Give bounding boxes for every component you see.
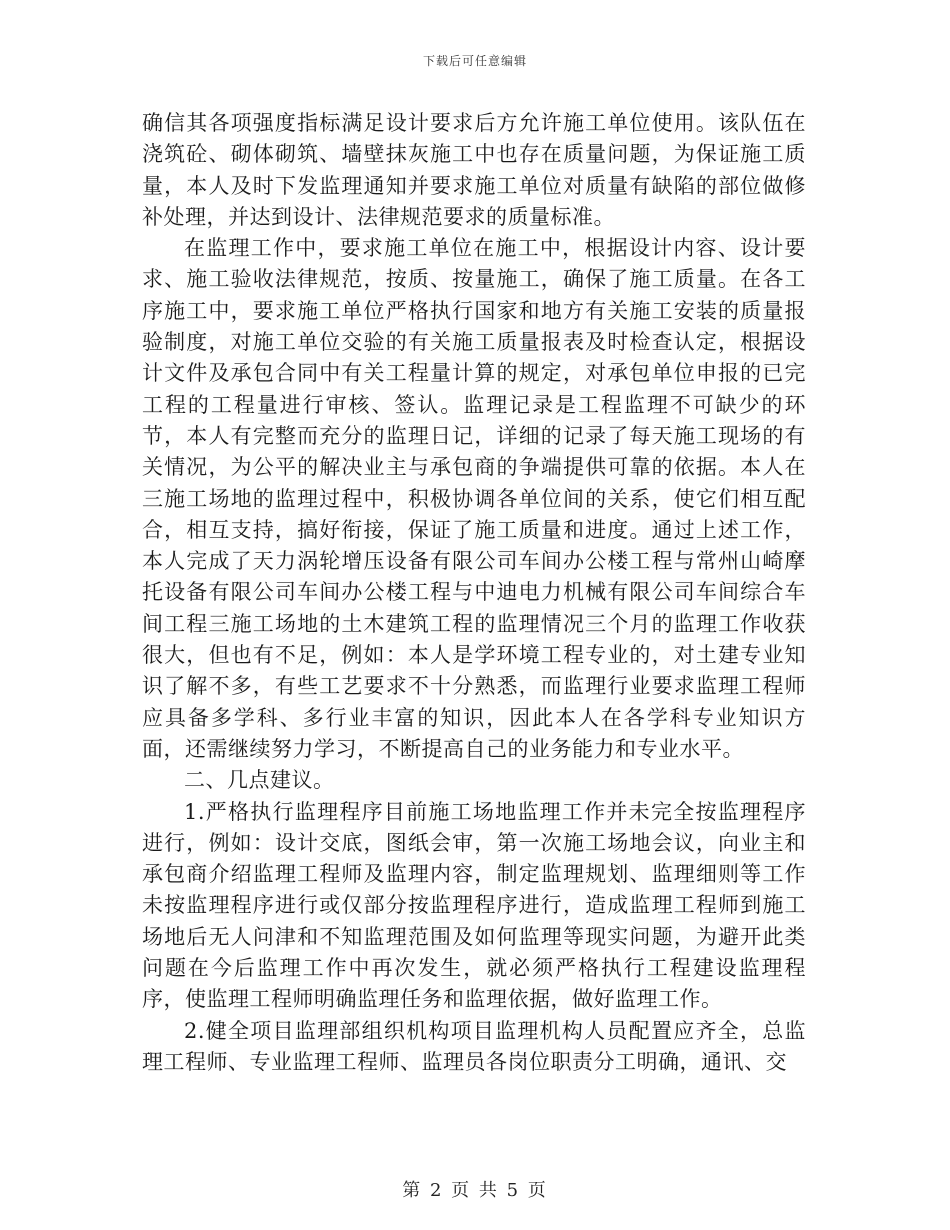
page-number-footer: 第 2 页 共 5 页 — [402, 1180, 548, 1201]
paragraph-supervision-work: 在监理工作中，要求施工单位在施工中，根据设计内容、设计要求、施工验收法律规范，按质、按量施工，确保了施工质量。在各工序施工中，要求施工单位严格执行国家和地方有关施工安装的质量报验制度，对施工单位交验的有关施工质量报表及时检查认定，根据设计文件及承包合同中有关工程量计算的规定，对承包单位申报的已完工程的工程量进行审核、签认。监理记录是工程监理不可缺少的环节，本人有完整而充分的监理日记，详细的记录了每天施工现场的有关情况，为公平的解决业主与承包商的争端提供可靠的依据。本人在三施工场地的监理过程中，积极协调各单位间的关系，使它们相互配合，相互支持，搞好衔接，保证了施工质量和进度。通过上述工作，本人完成了天力涡轮增压设备有限公司车间办公楼工程与常州山崎摩托设备有限公司车间办公楼工程与中迪电力机械有限公司车间综合车间工程三施工场地的土木建筑工程的监理情况三个月的监理工作收获很大，但也有不足，例如：本人是学环境工程专业的，对土建专业知识了解不多，有些工艺要求不十分熟悉，而监理行业要求监理工程师应具备多学科、多行业丰富的知识，因此本人在各学科专业知识方面，还需继续努力学习，不断提高自己的业务能力和专业水平。 — [142, 236, 806, 761]
paragraph-continuation: 确信其各项强度指标满足设计要求后方允许施工单位使用。该队伍在浇筑砼、砌体砌筑、墙壁抹灰施工中也存在质量问题，为保证施工质量，本人及时下发监理通知并要求施工单位对质量有缺陷的部位做修补处理，并达到设计、法律规范要求的质量标准。 — [142, 111, 806, 229]
document-body — [142, 108, 806, 1078]
paragraph-suggestion-1: 1.严格执行监理程序目前施工场地监理工作并未完全按监理程序进行，例如：设计交底，图纸会审，第一次施工场地会议，向业主和承包商介绍监理工程师及监理内容，制定监理规划、监理细则等工作未按监理程序进行或仅部分按监理程序进行，造成监理工程师到施工场地后无人问津和不知监理范围及如何监理等现实问题，为避开此类问题在今后监理工作中再次发生，就必须严格执行工程建设监理程序，使监理工程师明确监理任务和监理依据，做好监理工作。 — [142, 799, 806, 1012]
section-heading-suggestions: 二、几点建议。 — [184, 768, 335, 793]
paragraph-suggestion-2: 2.健全项目监理部组织机构项目监理机构人员配置应齐全，总监理工程师、专业监理工程师、监理员各岗位职责分工明确，通讯、交 — [142, 1018, 806, 1074]
page-header-note: 下载后可任意编辑 — [422, 54, 527, 68]
